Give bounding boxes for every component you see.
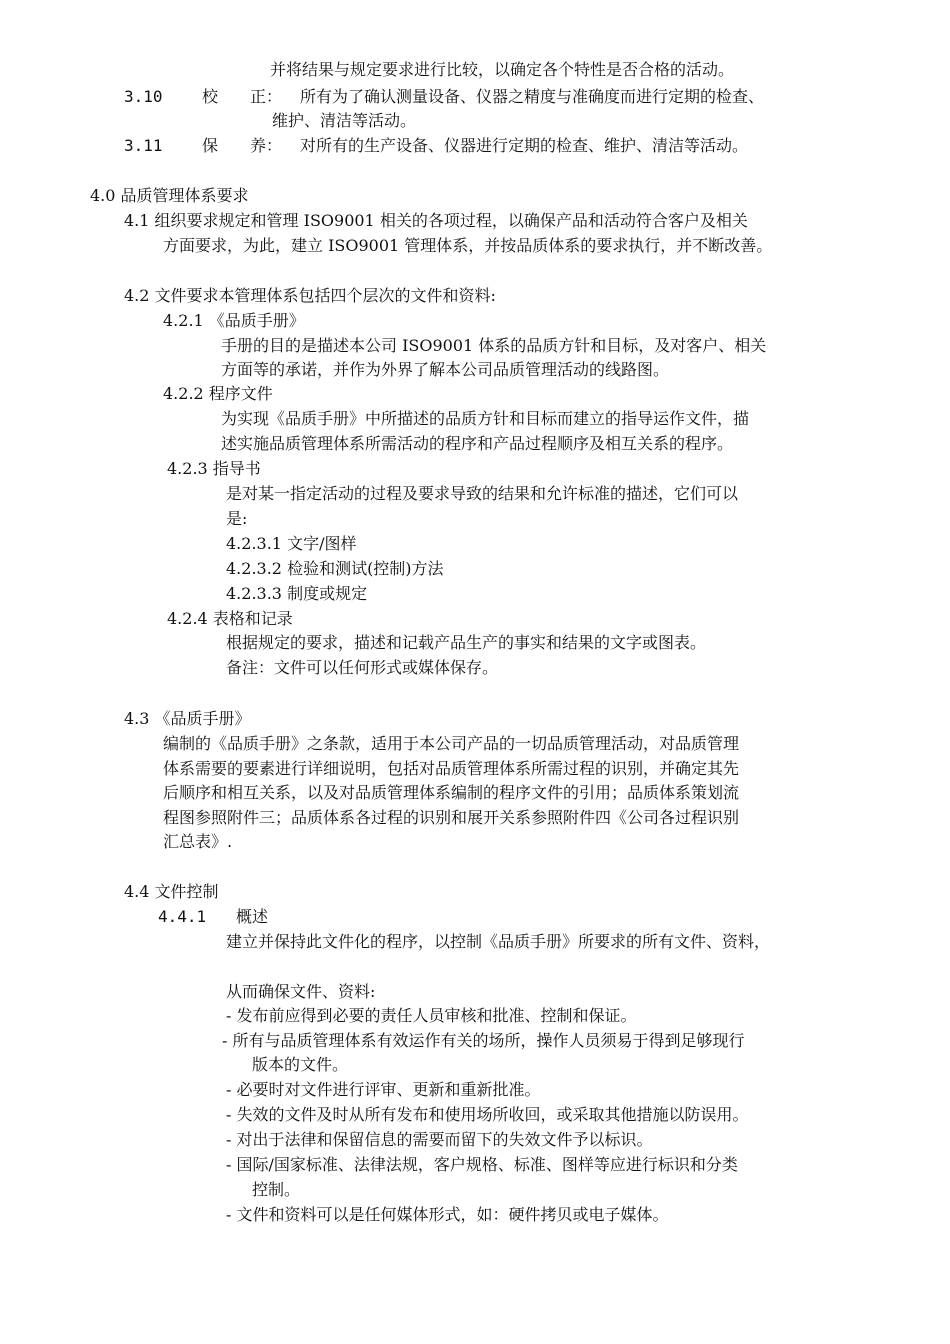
section-4-1-line-2: 方面要求，为此，建立 ISO9001 管理体系，并按品质体系的要求执行，并不断改善。 [163,236,773,255]
section-4-4-1-number: 4.4.1 [158,907,207,926]
section-4-2-1-line-2: 方面等的承诺，并作为外界了解本公司品质管理活动的线路图。 [221,360,670,379]
section-4-4-1-line-1: 建立并保持此文件化的程序，以控制《品质手册》所要求的所有文件、资料， [226,932,771,951]
section-4-3-heading: 4.3 《品质手册》 [124,709,251,728]
section-4-2-2-line-1: 为实现《品质手册》中所描述的品质方针和目标而建立的指导运作文件，描 [221,409,750,428]
list-item-4-2-3-3: 4.2.3.3 制度或规定 [226,584,368,603]
section-4-1-line-1: 4.1 组织要求规定和管理 ISO9001 相关的各项过程，以确保产品和活动符合客户及相关 [124,211,748,230]
bullet-item-continuation: 控制。 [252,1180,301,1199]
section-4-0-heading: 4.0 品质管理体系要求 [90,186,249,205]
section-4-4-1-title: 概述 [236,907,269,926]
section-4-2-1-line-1: 手册的目的是描述本公司 ISO9001 体系的品质方针和目标，及对客户、相关 [221,336,767,355]
bullet-item: - 国际/国家标准、法律法规，客户规格、标准、图样等应进行标识和分类 [226,1155,738,1174]
definition-3-11-text: 对所有的生产设备、仪器进行定期的检查、维护、清洁等活动。 [300,136,749,155]
definition-3-10-text-cont: 维护、清洁等活动。 [272,111,417,130]
section-4-2-3-heading: 4.2.3 指导书 [167,459,261,478]
section-4-4-heading: 4.4 文件控制 [124,882,219,901]
section-4-2-4-heading: 4.2.4 表格和记录 [167,609,293,628]
bullet-item: - 所有与品质管理体系有效运作有关的场所，操作人员须易于得到足够现行 [222,1031,745,1050]
definition-3-10-text: 所有为了确认测量设备、仪器之精度与准确度而进行定期的检查、 [300,87,765,106]
section-4-2-2-heading: 4.2.2 程序文件 [163,384,273,403]
bullet-item: - 发布前应得到必要的责任人员审核和批准、控制和保证。 [226,1006,637,1025]
section-4-2-4-note: 备注：文件可以任何形式或媒体保存。 [226,658,499,677]
list-item-4-2-3-1: 4.2.3.1 文字/图样 [226,534,357,553]
definition-3-10-number: 3.10 [124,87,163,106]
bullet-item: - 文件和资料可以是任何媒体形式，如：硬件拷贝或电子媒体。 [226,1205,669,1224]
section-4-3-line-1: 编制的《品质手册》之条款，适用于本公司产品的一切品质管理活动，对品质管理 [163,734,740,753]
definition-3-10-term: 校 正： [202,87,283,106]
section-4-2-1-heading: 4.2.1 《品质手册》 [163,311,305,330]
bullet-item: - 失效的文件及时从所有发布和使用场所收回，或采取其他措施以防误用。 [226,1105,749,1124]
section-4-2-3-line-2: 是: [226,509,248,528]
section-4-4-1-line-2: 从而确保文件、资料: [226,982,376,1001]
bullet-item: - 必要时对文件进行评审、更新和重新批准。 [226,1080,541,1099]
definition-3-11-term: 保 养： [202,136,283,155]
section-4-3-line-2: 体系需要的要素进行详细说明，包括对品质管理体系所需过程的识别，并确定其先 [163,759,740,778]
definition-continuation: 并将结果与规定要求进行比较，以确定各个特性是否合格的活动。 [270,60,735,79]
definition-3-11-number: 3.11 [124,136,163,155]
section-4-3-line-3: 后顺序和相互关系，以及对品质管理体系编制的程序文件的引用；品质体系策划流 [163,783,740,802]
section-4-2-heading: 4.2 文件要求本管理体系包括四个层次的文件和资料: [124,286,496,305]
bullet-item: - 对出于法律和保留信息的需要而留下的失效文件予以标识。 [226,1130,653,1149]
section-4-3-line-5: 汇总表》. [163,832,233,851]
bullet-item-continuation: 版本的文件。 [252,1055,349,1074]
section-4-2-2-line-2: 述实施品质管理体系所需活动的程序和产品过程顺序及相互关系的程序。 [221,434,734,453]
section-4-2-3-line-1: 是对某一指定活动的过程及要求导致的结果和允许标准的描述，它们可以 [226,484,739,503]
list-item-4-2-3-2: 4.2.3.2 检验和测试(控制)方法 [226,559,444,578]
section-4-2-4-line-1: 根据规定的要求，描述和记载产品生产的事实和结果的文字或图表。 [226,633,707,652]
section-4-3-line-4: 程图参照附件三；品质体系各过程的识别和展开关系参照附件四《公司各过程识别 [163,808,740,827]
